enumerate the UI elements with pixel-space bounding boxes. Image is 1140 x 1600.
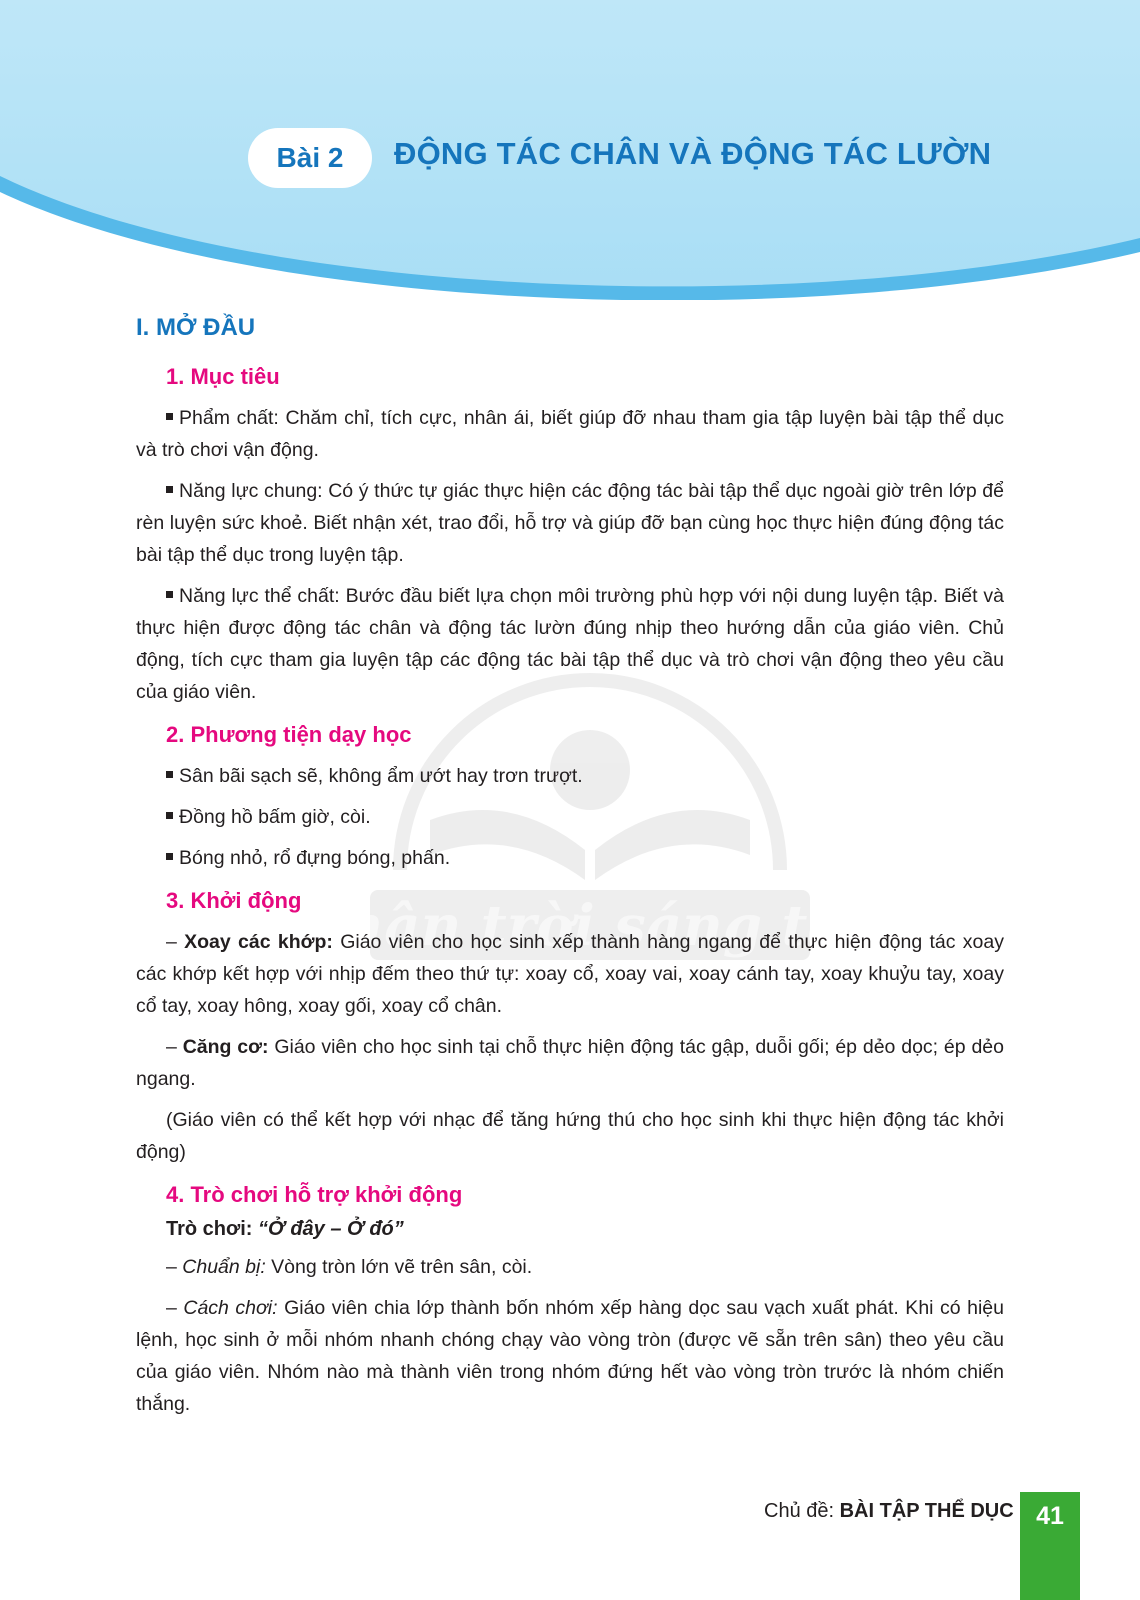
subsection-title-phuong-tien: 2. Phương tiện dạy học — [166, 722, 412, 747]
square-bullet-icon — [166, 812, 173, 819]
subsection-title-muc-tieu: 1. Mục tiêu — [166, 364, 280, 389]
lesson-number-badge — [248, 128, 372, 188]
subsection-title-khoi-dong: 3. Khởi động — [166, 888, 302, 913]
square-bullet-icon — [166, 413, 173, 420]
lesson-number: Bài 2 — [276, 142, 344, 173]
list-item: Năng lực thể chất: Bước đầu biết lựa chọn môi trường phù hợp với nội dung luyện tập. Biết và thực hiện được động tác chân và động tác lườn đúng nhịp theo hướng dẫn của giáo viên. Chủ động, tích cực tham gia luyện tập các động tác bài tập thể dục và trò chơi vận động theo yêu cầu của giáo viên. — [136, 585, 1004, 703]
list-item: Đồng hồ bấm giờ, còi. — [136, 801, 1004, 833]
footer-topic: Chủ đề: BÀI TẬP THỂ DỤC — [764, 1500, 1014, 1522]
square-bullet-icon — [166, 591, 173, 598]
paragraph-note: (Giáo viên có thể kết hợp với nhạc để tăng hứng thú cho học sinh khi thực hiện động tác khởi động) — [136, 1109, 1004, 1163]
square-bullet-icon — [166, 771, 173, 778]
paragraph-cach-choi: – Cách chơi: Giáo viên chia lớp thành bốn nhóm xếp hàng dọc sau vạch xuất phát. Khi có hiệu lệnh, học sinh ở mỗi nhóm nhanh chóng chạy vào vòng tròn (được vẽ sẵn trên sân) theo yêu cầu của giáo viên. Nhóm nào mà thành viên trong nhóm đứng hết vào vòng tròn trước là nhóm chiến thắng. — [136, 1297, 1004, 1415]
paragraph-cang-co: – Căng cơ: Giáo viên cho học sinh tại chỗ thực hiện động tác gập, duỗi gối; ép dẻo dọc; ép dẻo ngang. — [136, 1036, 1004, 1090]
paragraph-chuan-bi: – Chuẩn bị: Vòng tròn lớn vẽ trên sân, còi. — [166, 1256, 533, 1278]
list-item: Bóng nhỏ, rổ đựng bóng, phấn. — [136, 842, 1004, 874]
list-item: Phẩm chất: Chăm chỉ, tích cực, nhân ái, biết giúp đỡ nhau tham gia tập luyện bài tập thể dục và trò chơi vận động. — [136, 407, 1004, 461]
page-number-box — [1020, 1492, 1080, 1600]
list-item: Năng lực chung: Có ý thức tự giác thực hiện các động tác bài tập thể dục ngoài giờ trên lớp để rèn luyện sức khoẻ. Biết nhận xét, trao đổi, hỗ trợ và giúp đỡ bạn cùng học thực hiện đúng động tác bài tập thể dục trong luyện tập. — [136, 480, 1004, 566]
page-number: 41 — [1036, 1502, 1064, 1530]
lesson-title: ĐỘNG TÁC CHÂN VÀ ĐỘNG TÁC LƯỜN — [394, 136, 992, 171]
main-content — [136, 314, 1004, 1429]
section-title: I. MỞ ĐẦU — [136, 314, 256, 341]
square-bullet-icon — [166, 853, 173, 860]
square-bullet-icon — [166, 486, 173, 493]
game-title: Trò chơi: “Ở đây – Ở đó” — [166, 1218, 404, 1240]
subsection-title-tro-choi: 4. Trò chơi hỗ trợ khởi động — [166, 1182, 463, 1207]
watermark-text: hân trời sáng tạ — [343, 893, 844, 959]
paragraph-xoay-khop: – Xoay các khớp: Giáo viên cho học sinh xếp thành hàng ngang để thực hiện động tác xoay các khớp kết hợp với nhịp đếm theo thứ tự: xoay cổ, xoay vai, xoay cánh tay, xoay khuỷu tay, xoay cổ tay, xoay hông, xoay gối, xoay cổ chân. — [136, 931, 1004, 1017]
list-item: Sân bãi sạch sẽ, không ẩm ướt hay trơn trượt. — [136, 760, 1004, 792]
